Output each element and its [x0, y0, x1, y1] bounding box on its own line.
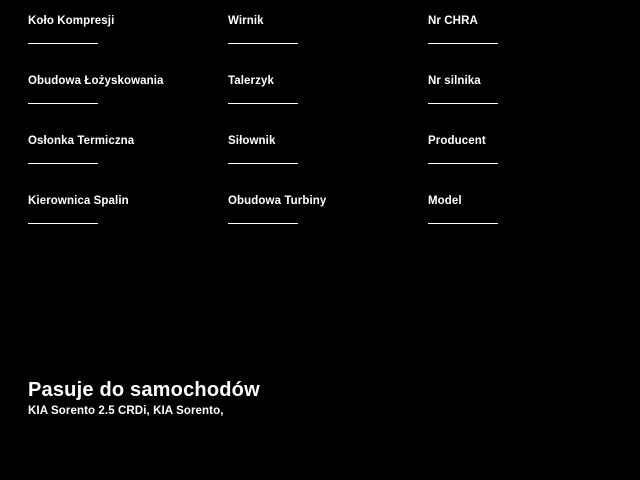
fits-vehicles-title: Pasuje do samochodów: [28, 379, 260, 401]
spec-field-underline: [428, 103, 498, 104]
spec-field-underline: [228, 223, 298, 224]
spec-field-model: [428, 194, 612, 254]
spec-field-label: Obudowa Turbiny: [228, 195, 327, 207]
spec-field-oslonka-termiczna: [28, 134, 228, 194]
spec-field-nr-chra: [428, 14, 612, 74]
spec-field-label: Koło Kompresji: [28, 15, 115, 27]
spec-field-wirnik: [228, 14, 428, 74]
spec-field-label: Osłonka Termiczna: [28, 135, 135, 147]
spec-field-obudowa-lozyskowania: [28, 74, 228, 134]
spec-field-underline: [428, 43, 498, 44]
spec-field-underline: [228, 43, 298, 44]
spec-field-underline: [228, 103, 298, 104]
spec-field-nr-silnika: [428, 74, 612, 134]
spec-field-kierownica-spalin: [28, 194, 228, 254]
spec-field-label: Talerzyk: [228, 75, 274, 87]
spec-field-underline: [228, 163, 298, 164]
spec-field-label: Nr CHRA: [428, 15, 478, 27]
spec-field-underline: [28, 43, 98, 44]
fits-vehicles-section: [28, 378, 588, 418]
spec-field-talerzyk: [228, 74, 428, 134]
spec-field-underline: [28, 103, 98, 104]
spec-field-label: Siłownik: [228, 135, 276, 147]
spec-field-label: Obudowa Łożyskowania: [28, 75, 164, 87]
spec-field-label: Producent: [428, 135, 486, 147]
fits-vehicles-list: KIA Sorento 2.5 CRDi, KIA Sorento,: [28, 405, 224, 417]
spec-field-label: Wirnik: [228, 15, 264, 27]
spec-field-underline: [428, 223, 498, 224]
spec-field-label: Nr silnika: [428, 75, 481, 87]
spec-field-kolo-kompresji: [28, 14, 228, 74]
spec-field-producent: [428, 134, 612, 194]
spec-field-label: Kierownica Spalin: [28, 195, 129, 207]
spec-field-silownik: [228, 134, 428, 194]
spec-field-underline: [428, 163, 498, 164]
spec-field-underline: [28, 163, 98, 164]
spec-field-label: Model: [428, 195, 462, 207]
spec-field-underline: [28, 223, 98, 224]
spec-field-obudowa-turbiny: [228, 194, 428, 254]
specification-grid: [28, 14, 612, 254]
